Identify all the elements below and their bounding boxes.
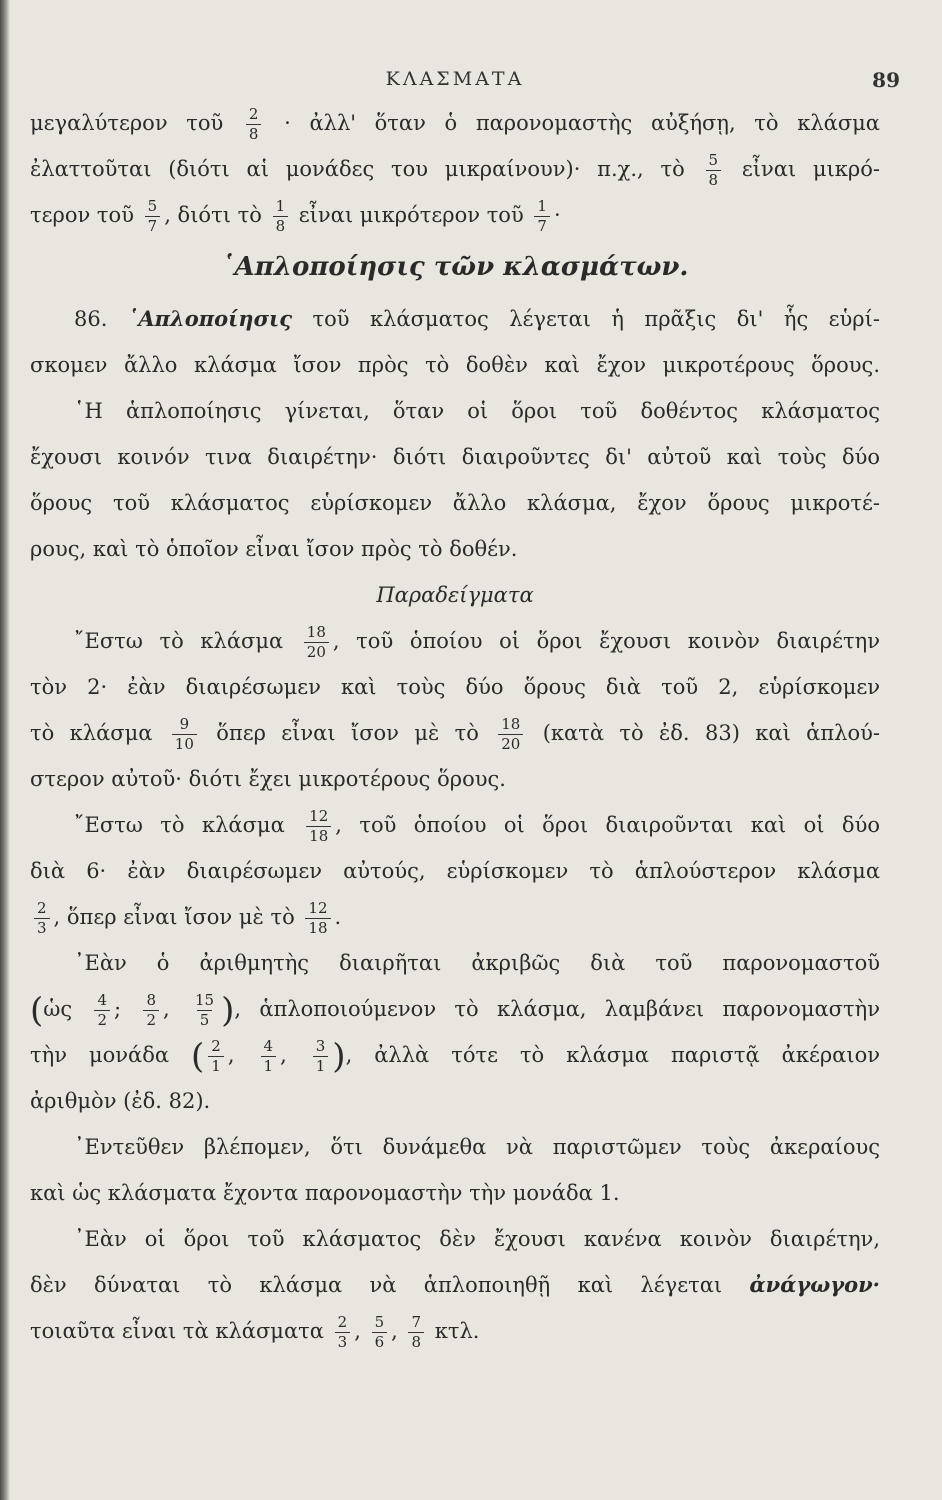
- fraction-18-20: $\frac{18}{20}$: [304, 623, 329, 662]
- text-line: δὲν δύναται τὸ κλάσμα νὰ ἁπλοποιηθῇ καὶ λέγεται ἀνάγωγον·: [30, 1272, 880, 1297]
- text-line: τὸν 2· ἐὰν διαιρέσωμεν καὶ τοὺς δύο ὅρους διὰ τοῦ 2, εὑρίσκομεν: [30, 675, 880, 699]
- fraction-3-1: $\frac{3}{1}$: [313, 1037, 329, 1076]
- text-line: στερον αὐτοῦ· διότι ἔχει μικροτέρους ὅρους.: [30, 767, 506, 791]
- text-line: $\frac{2}{3}$ , ὅπερ εἶναι ἴσον μὲ τὸ $\frac{12}{18}$ .: [30, 894, 880, 940]
- text-line: ἐλαττοῦται (διότι αἱ μονάδες του μικραίνουν)· π.χ., τὸ $\frac{5}{8}$ εἶναι μικρό-: [30, 151, 880, 189]
- text-line: ᾿Εὰν ὁ ἀριθμητὴς διαιρῆται ἀκριβῶς διὰ τοῦ παρονομαστοῦ: [74, 951, 880, 975]
- fraction-4-1: $\frac{4}{1}$: [261, 1037, 277, 1076]
- fraction-2-3: $\frac{2}{3}$: [335, 1313, 351, 1352]
- defined-term: ῾Απλοποίησις: [127, 306, 293, 331]
- fraction-18-20: $\frac{18}{20}$: [498, 715, 523, 754]
- fraction-4-2: $\frac{4}{2}$: [94, 991, 110, 1030]
- fraction-8-2: $\frac{8}{2}$: [143, 991, 159, 1030]
- fraction-12-18: $\frac{12}{18}$: [305, 899, 330, 938]
- fraction-5-8: $\frac{5}{8}$: [706, 151, 722, 190]
- text-line: ἀριθμὸν (ἐδ. 82).: [30, 1089, 211, 1113]
- text-line: ᾿Εντεῦθεν βλέπομεν, ὅτι δυνάμεθα νὰ παριστῶμεν τοὺς ἀκεραίους: [74, 1135, 880, 1159]
- text-line: τοιαῦτα εἶναι τὰ κλάσματα $\frac{2}{3}$ , $\frac{5}{6}$ , $\frac{7}{8}$ κτλ.: [30, 1313, 480, 1351]
- fraction-9-10: $\frac{9}{10}$: [172, 715, 197, 754]
- text-line: ῾Η ἁπλοποίησις γίνεται, ὅταν οἱ ὅροι τοῦ δοθέντος κλάσματος: [74, 399, 880, 423]
- text-line: ᾿Εὰν οἱ ὅροι τοῦ κλάσματος δὲν ἔχουσι κανένα κοινὸν διαιρέτην,: [74, 1227, 880, 1251]
- body-text: [30, 100, 880, 1354]
- fraction-15-5: $\frac{15}{5}$: [195, 991, 215, 1029]
- page-edge: [0, 0, 10, 1500]
- fraction-2-3: $\frac{2}{3}$: [34, 899, 50, 938]
- fraction-12-18: $\frac{12}{18}$: [306, 807, 331, 846]
- fraction-2-1: $\frac{2}{1}$: [208, 1037, 224, 1076]
- text-line: τὴν μονάδα ( $\frac{2}{1}$ , $\frac{4}{1}$ , $\frac{3}{1}$ ), ἀλλὰ τότε τὸ κλάσμα παριστᾷ ἀκέραιον: [30, 1036, 880, 1077]
- defined-term: ἀνάγωγον·: [749, 1272, 880, 1297]
- text-line: ρους, καὶ τὸ ὁποῖον εἶναι ἴσον πρὸς τὸ δοθέν.: [30, 537, 518, 561]
- text-line: διὰ 6· ἐὰν διαιρέσωμεν αὐτούς, εὑρίσκομεν τὸ ἁπλούστερον κλάσμα: [30, 859, 880, 883]
- fraction-1-8: $\frac{1}{8}$: [273, 197, 289, 236]
- text-line: τερον τοῦ $\frac{5}{7}$ , διότι τὸ $\frac{1}{8}$ εἶναι μικρότερον τοῦ $\frac{1}{7}$ ·: [30, 197, 561, 235]
- text-line: μεγαλύτερον τοῦ $\frac{2}{8}$ · ἀλλ' ὅταν ὁ παρονομαστὴς αὐξήσῃ, τὸ κλάσμα: [30, 105, 880, 143]
- page-number: 89: [872, 68, 900, 92]
- fraction-5-7: $\frac{5}{7}$: [145, 197, 161, 236]
- text-line: καὶ ὡς κλάσματα ἔχοντα παρονομαστὴν τὴν μονάδα 1.: [30, 1181, 620, 1205]
- paragraph-number: 86.: [74, 307, 108, 331]
- text-line: ἔχουσι κοινόν τινα διαιρέτην· διότι διαιροῦντες δι' αὐτοῦ καὶ τοὺς δύο: [30, 445, 880, 469]
- examples-title: Παραδείγματα: [376, 583, 534, 607]
- text-line: τὸ κλάσμα $\frac{9}{10}$ ὅπερ εἶναι ἴσον μὲ τὸ $\frac{18}{20}$ (κατὰ τὸ ἐδ. 83) καὶ ἁπλού-: [30, 715, 880, 753]
- text-line: (ὡς $\frac{4}{2}$ ; $\frac{8}{2}$ , $\frac{15}{5}$ ), ἁπλοποιούμενον τὸ κλάσμα, λαμβάνει παρονομαστὴν: [30, 990, 880, 1031]
- fraction-2-8: $\frac{2}{8}$: [246, 105, 262, 144]
- running-title: ΚΛΑΣΜΑΤΑ: [385, 68, 525, 90]
- text-line: ῎Εστω τὸ κλάσμα $\frac{18}{20}$ , τοῦ ὁποίου οἱ ὅροι ἔχουσι κοινὸν διαιρέτην: [74, 623, 880, 661]
- text-line: ῎Εστω τὸ κλάσμα $\frac{12}{18}$ , τοῦ ὁποίου οἱ ὅροι διαιροῦνται καὶ οἱ δύο: [74, 807, 880, 845]
- text-line: σκομεν ἄλλο κλάσμα ἴσον πρὸς τὸ δοθὲν καὶ ἔχον μικροτέρους ὅρους.: [30, 353, 880, 377]
- section-title: ῾Απλοποίησις τῶν κλασμάτων.: [221, 252, 689, 282]
- fraction-1-7: $\frac{1}{7}$: [534, 197, 550, 236]
- fraction-5-6: $\frac{5}{6}$: [372, 1313, 388, 1352]
- page-header: [30, 60, 900, 100]
- book-page: [30, 60, 900, 1354]
- text-line: 86. ῾Απλοποίησις τοῦ κλάσματος λέγεται ἡ πρᾶξις δι' ἧς εὑρί-: [74, 306, 880, 331]
- fraction-7-8: $\frac{7}{8}$: [408, 1313, 424, 1352]
- text-line: ὅρους τοῦ κλάσματος εὑρίσκομεν ἄλλο κλάσμα, ἔχον ὅρους μικροτέ-: [30, 491, 880, 515]
